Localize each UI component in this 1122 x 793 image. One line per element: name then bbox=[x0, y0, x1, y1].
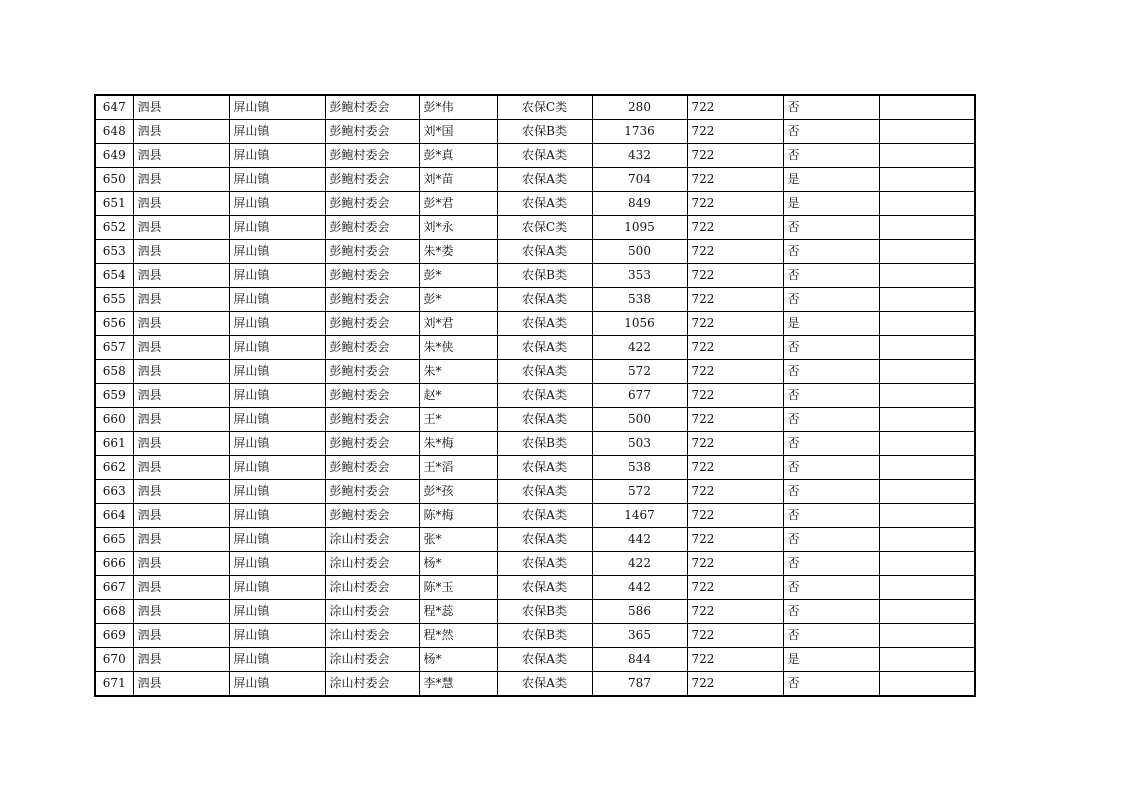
cell-amount: 572 bbox=[592, 360, 687, 384]
cell-remark bbox=[879, 95, 975, 120]
cell-county: 泗县 bbox=[133, 624, 229, 648]
table-row bbox=[95, 600, 975, 624]
cell-name: 刘*君 bbox=[419, 312, 497, 336]
cell-row-number: 653 bbox=[95, 240, 133, 264]
cell-name: 朱*侠 bbox=[419, 336, 497, 360]
cell-flag: 否 bbox=[783, 384, 879, 408]
cell-village: 涂山村委会 bbox=[325, 624, 419, 648]
cell-flag: 是 bbox=[783, 312, 879, 336]
cell-village: 彭鲍村委会 bbox=[325, 240, 419, 264]
table-row bbox=[95, 432, 975, 456]
data-table bbox=[94, 94, 976, 697]
cell-amount: 538 bbox=[592, 288, 687, 312]
cell-standard: 722 bbox=[687, 480, 783, 504]
cell-village: 彭鲍村委会 bbox=[325, 480, 419, 504]
table-row bbox=[95, 192, 975, 216]
cell-name: 王* bbox=[419, 408, 497, 432]
cell-insurance-type: 农保A类 bbox=[497, 576, 592, 600]
cell-remark bbox=[879, 480, 975, 504]
cell-amount: 586 bbox=[592, 600, 687, 624]
cell-name: 朱*娄 bbox=[419, 240, 497, 264]
cell-flag: 否 bbox=[783, 480, 879, 504]
cell-amount: 500 bbox=[592, 240, 687, 264]
cell-town: 屏山镇 bbox=[229, 95, 325, 120]
cell-standard: 722 bbox=[687, 312, 783, 336]
cell-town: 屏山镇 bbox=[229, 144, 325, 168]
cell-town: 屏山镇 bbox=[229, 480, 325, 504]
cell-town: 屏山镇 bbox=[229, 576, 325, 600]
cell-row-number: 660 bbox=[95, 408, 133, 432]
cell-remark bbox=[879, 144, 975, 168]
cell-county: 泗县 bbox=[133, 192, 229, 216]
cell-standard: 722 bbox=[687, 432, 783, 456]
cell-village: 彭鲍村委会 bbox=[325, 95, 419, 120]
cell-remark bbox=[879, 456, 975, 480]
cell-insurance-type: 农保A类 bbox=[497, 552, 592, 576]
table-body bbox=[95, 95, 975, 696]
cell-name: 程*然 bbox=[419, 624, 497, 648]
cell-village: 涂山村委会 bbox=[325, 552, 419, 576]
cell-row-number: 652 bbox=[95, 216, 133, 240]
cell-flag: 否 bbox=[783, 240, 879, 264]
table-row bbox=[95, 360, 975, 384]
cell-row-number: 658 bbox=[95, 360, 133, 384]
cell-insurance-type: 农保A类 bbox=[497, 408, 592, 432]
cell-amount: 787 bbox=[592, 672, 687, 697]
cell-standard: 722 bbox=[687, 456, 783, 480]
cell-name: 彭*君 bbox=[419, 192, 497, 216]
cell-amount: 442 bbox=[592, 528, 687, 552]
cell-amount: 844 bbox=[592, 648, 687, 672]
cell-county: 泗县 bbox=[133, 408, 229, 432]
cell-insurance-type: 农保A类 bbox=[497, 240, 592, 264]
cell-row-number: 668 bbox=[95, 600, 133, 624]
cell-standard: 722 bbox=[687, 648, 783, 672]
cell-flag: 否 bbox=[783, 288, 879, 312]
cell-flag: 否 bbox=[783, 408, 879, 432]
cell-village: 涂山村委会 bbox=[325, 576, 419, 600]
cell-county: 泗县 bbox=[133, 384, 229, 408]
cell-village: 彭鲍村委会 bbox=[325, 144, 419, 168]
cell-county: 泗县 bbox=[133, 144, 229, 168]
cell-flag: 否 bbox=[783, 552, 879, 576]
cell-town: 屏山镇 bbox=[229, 120, 325, 144]
cell-flag: 否 bbox=[783, 216, 879, 240]
cell-standard: 722 bbox=[687, 288, 783, 312]
cell-insurance-type: 农保B类 bbox=[497, 600, 592, 624]
cell-name: 李*慧 bbox=[419, 672, 497, 697]
cell-name: 陈*梅 bbox=[419, 504, 497, 528]
cell-village: 彭鲍村委会 bbox=[325, 360, 419, 384]
cell-name: 杨* bbox=[419, 552, 497, 576]
cell-county: 泗县 bbox=[133, 288, 229, 312]
cell-village: 彭鲍村委会 bbox=[325, 216, 419, 240]
cell-standard: 722 bbox=[687, 336, 783, 360]
cell-standard: 722 bbox=[687, 192, 783, 216]
cell-row-number: 650 bbox=[95, 168, 133, 192]
cell-standard: 722 bbox=[687, 528, 783, 552]
cell-county: 泗县 bbox=[133, 528, 229, 552]
cell-amount: 500 bbox=[592, 408, 687, 432]
cell-row-number: 665 bbox=[95, 528, 133, 552]
table-row bbox=[95, 95, 975, 120]
cell-standard: 722 bbox=[687, 600, 783, 624]
cell-insurance-type: 农保A类 bbox=[497, 144, 592, 168]
cell-insurance-type: 农保A类 bbox=[497, 312, 592, 336]
cell-remark bbox=[879, 360, 975, 384]
cell-row-number: 647 bbox=[95, 95, 133, 120]
cell-insurance-type: 农保A类 bbox=[497, 192, 592, 216]
cell-remark bbox=[879, 312, 975, 336]
cell-row-number: 667 bbox=[95, 576, 133, 600]
cell-town: 屏山镇 bbox=[229, 408, 325, 432]
cell-remark bbox=[879, 240, 975, 264]
cell-town: 屏山镇 bbox=[229, 432, 325, 456]
cell-standard: 722 bbox=[687, 384, 783, 408]
cell-flag: 否 bbox=[783, 336, 879, 360]
cell-county: 泗县 bbox=[133, 552, 229, 576]
cell-remark bbox=[879, 432, 975, 456]
cell-town: 屏山镇 bbox=[229, 552, 325, 576]
cell-standard: 722 bbox=[687, 120, 783, 144]
cell-amount: 1467 bbox=[592, 504, 687, 528]
cell-row-number: 654 bbox=[95, 264, 133, 288]
cell-standard: 722 bbox=[687, 240, 783, 264]
cell-village: 涂山村委会 bbox=[325, 528, 419, 552]
cell-amount: 704 bbox=[592, 168, 687, 192]
cell-name: 朱*梅 bbox=[419, 432, 497, 456]
table-row bbox=[95, 528, 975, 552]
table-row bbox=[95, 624, 975, 648]
cell-name: 刘*苗 bbox=[419, 168, 497, 192]
cell-village: 彭鲍村委会 bbox=[325, 432, 419, 456]
cell-remark bbox=[879, 336, 975, 360]
cell-amount: 432 bbox=[592, 144, 687, 168]
cell-town: 屏山镇 bbox=[229, 312, 325, 336]
cell-town: 屏山镇 bbox=[229, 648, 325, 672]
cell-town: 屏山镇 bbox=[229, 168, 325, 192]
cell-remark bbox=[879, 120, 975, 144]
cell-flag: 否 bbox=[783, 144, 879, 168]
cell-county: 泗县 bbox=[133, 120, 229, 144]
cell-town: 屏山镇 bbox=[229, 288, 325, 312]
cell-insurance-type: 农保A类 bbox=[497, 672, 592, 697]
table-row bbox=[95, 480, 975, 504]
cell-town: 屏山镇 bbox=[229, 192, 325, 216]
cell-town: 屏山镇 bbox=[229, 240, 325, 264]
cell-amount: 849 bbox=[592, 192, 687, 216]
cell-name: 杨* bbox=[419, 648, 497, 672]
table-row bbox=[95, 504, 975, 528]
cell-insurance-type: 农保A类 bbox=[497, 648, 592, 672]
cell-county: 泗县 bbox=[133, 576, 229, 600]
cell-row-number: 657 bbox=[95, 336, 133, 360]
cell-name: 王*滔 bbox=[419, 456, 497, 480]
cell-remark bbox=[879, 648, 975, 672]
cell-county: 泗县 bbox=[133, 600, 229, 624]
cell-standard: 722 bbox=[687, 408, 783, 432]
table-row bbox=[95, 576, 975, 600]
cell-village: 涂山村委会 bbox=[325, 600, 419, 624]
cell-flag: 否 bbox=[783, 528, 879, 552]
cell-name: 彭* bbox=[419, 264, 497, 288]
cell-village: 彭鲍村委会 bbox=[325, 192, 419, 216]
cell-insurance-type: 农保A类 bbox=[497, 288, 592, 312]
cell-standard: 722 bbox=[687, 168, 783, 192]
cell-name: 刘*国 bbox=[419, 120, 497, 144]
cell-flag: 否 bbox=[783, 600, 879, 624]
cell-remark bbox=[879, 288, 975, 312]
cell-flag: 是 bbox=[783, 192, 879, 216]
table-row bbox=[95, 240, 975, 264]
cell-insurance-type: 农保A类 bbox=[497, 504, 592, 528]
cell-insurance-type: 农保A类 bbox=[497, 360, 592, 384]
cell-town: 屏山镇 bbox=[229, 528, 325, 552]
cell-town: 屏山镇 bbox=[229, 600, 325, 624]
cell-remark bbox=[879, 552, 975, 576]
cell-flag: 否 bbox=[783, 624, 879, 648]
cell-amount: 1095 bbox=[592, 216, 687, 240]
cell-standard: 722 bbox=[687, 144, 783, 168]
cell-village: 彭鲍村委会 bbox=[325, 408, 419, 432]
table-row bbox=[95, 408, 975, 432]
cell-amount: 677 bbox=[592, 384, 687, 408]
cell-row-number: 656 bbox=[95, 312, 133, 336]
cell-name: 彭* bbox=[419, 288, 497, 312]
cell-remark bbox=[879, 600, 975, 624]
table-row bbox=[95, 384, 975, 408]
cell-name: 彭*真 bbox=[419, 144, 497, 168]
cell-remark bbox=[879, 504, 975, 528]
cell-insurance-type: 农保C类 bbox=[497, 216, 592, 240]
cell-row-number: 648 bbox=[95, 120, 133, 144]
cell-remark bbox=[879, 624, 975, 648]
cell-remark bbox=[879, 216, 975, 240]
cell-town: 屏山镇 bbox=[229, 504, 325, 528]
cell-flag: 是 bbox=[783, 648, 879, 672]
cell-village: 彭鲍村委会 bbox=[325, 384, 419, 408]
cell-standard: 722 bbox=[687, 360, 783, 384]
cell-standard: 722 bbox=[687, 672, 783, 697]
table-row bbox=[95, 264, 975, 288]
cell-insurance-type: 农保A类 bbox=[497, 168, 592, 192]
cell-flag: 否 bbox=[783, 432, 879, 456]
table-row bbox=[95, 672, 975, 697]
table-row bbox=[95, 168, 975, 192]
cell-row-number: 664 bbox=[95, 504, 133, 528]
cell-row-number: 659 bbox=[95, 384, 133, 408]
cell-flag: 否 bbox=[783, 456, 879, 480]
cell-amount: 503 bbox=[592, 432, 687, 456]
cell-remark bbox=[879, 528, 975, 552]
cell-name: 张* bbox=[419, 528, 497, 552]
table-row bbox=[95, 120, 975, 144]
cell-standard: 722 bbox=[687, 504, 783, 528]
cell-county: 泗县 bbox=[133, 168, 229, 192]
table-row bbox=[95, 144, 975, 168]
cell-row-number: 661 bbox=[95, 432, 133, 456]
cell-row-number: 649 bbox=[95, 144, 133, 168]
cell-insurance-type: 农保A类 bbox=[497, 480, 592, 504]
cell-row-number: 662 bbox=[95, 456, 133, 480]
cell-flag: 否 bbox=[783, 95, 879, 120]
cell-village: 彭鲍村委会 bbox=[325, 456, 419, 480]
cell-row-number: 671 bbox=[95, 672, 133, 697]
cell-name: 程*蕊 bbox=[419, 600, 497, 624]
cell-village: 涂山村委会 bbox=[325, 672, 419, 697]
cell-county: 泗县 bbox=[133, 312, 229, 336]
cell-town: 屏山镇 bbox=[229, 456, 325, 480]
cell-remark bbox=[879, 192, 975, 216]
cell-county: 泗县 bbox=[133, 360, 229, 384]
cell-village: 涂山村委会 bbox=[325, 648, 419, 672]
table-row bbox=[95, 216, 975, 240]
cell-row-number: 666 bbox=[95, 552, 133, 576]
cell-town: 屏山镇 bbox=[229, 384, 325, 408]
cell-town: 屏山镇 bbox=[229, 672, 325, 697]
cell-row-number: 651 bbox=[95, 192, 133, 216]
cell-insurance-type: 农保A类 bbox=[497, 456, 592, 480]
cell-row-number: 670 bbox=[95, 648, 133, 672]
cell-insurance-type: 农保B类 bbox=[497, 624, 592, 648]
cell-standard: 722 bbox=[687, 95, 783, 120]
cell-town: 屏山镇 bbox=[229, 336, 325, 360]
cell-flag: 否 bbox=[783, 120, 879, 144]
cell-county: 泗县 bbox=[133, 95, 229, 120]
table-row bbox=[95, 552, 975, 576]
cell-amount: 365 bbox=[592, 624, 687, 648]
cell-amount: 422 bbox=[592, 336, 687, 360]
cell-county: 泗县 bbox=[133, 240, 229, 264]
cell-insurance-type: 农保A类 bbox=[497, 336, 592, 360]
cell-county: 泗县 bbox=[133, 432, 229, 456]
cell-name: 彭*孩 bbox=[419, 480, 497, 504]
cell-row-number: 663 bbox=[95, 480, 133, 504]
cell-insurance-type: 农保B类 bbox=[497, 432, 592, 456]
cell-amount: 280 bbox=[592, 95, 687, 120]
cell-insurance-type: 农保A类 bbox=[497, 528, 592, 552]
cell-county: 泗县 bbox=[133, 504, 229, 528]
table-row bbox=[95, 456, 975, 480]
cell-amount: 572 bbox=[592, 480, 687, 504]
cell-village: 彭鲍村委会 bbox=[325, 288, 419, 312]
cell-county: 泗县 bbox=[133, 264, 229, 288]
cell-remark bbox=[879, 384, 975, 408]
cell-name: 赵* bbox=[419, 384, 497, 408]
cell-name: 陈*玉 bbox=[419, 576, 497, 600]
cell-insurance-type: 农保C类 bbox=[497, 95, 592, 120]
cell-town: 屏山镇 bbox=[229, 360, 325, 384]
cell-flag: 否 bbox=[783, 264, 879, 288]
cell-county: 泗县 bbox=[133, 480, 229, 504]
cell-remark bbox=[879, 672, 975, 697]
cell-row-number: 655 bbox=[95, 288, 133, 312]
cell-standard: 722 bbox=[687, 576, 783, 600]
cell-amount: 353 bbox=[592, 264, 687, 288]
cell-flag: 否 bbox=[783, 576, 879, 600]
cell-county: 泗县 bbox=[133, 336, 229, 360]
table-row bbox=[95, 288, 975, 312]
cell-remark bbox=[879, 408, 975, 432]
cell-remark bbox=[879, 168, 975, 192]
cell-remark bbox=[879, 576, 975, 600]
cell-name: 朱* bbox=[419, 360, 497, 384]
cell-county: 泗县 bbox=[133, 672, 229, 697]
cell-standard: 722 bbox=[687, 624, 783, 648]
cell-town: 屏山镇 bbox=[229, 624, 325, 648]
table-row bbox=[95, 648, 975, 672]
cell-town: 屏山镇 bbox=[229, 264, 325, 288]
cell-flag: 否 bbox=[783, 360, 879, 384]
cell-standard: 722 bbox=[687, 264, 783, 288]
cell-amount: 1736 bbox=[592, 120, 687, 144]
cell-insurance-type: 农保B类 bbox=[497, 264, 592, 288]
cell-insurance-type: 农保B类 bbox=[497, 120, 592, 144]
cell-amount: 1056 bbox=[592, 312, 687, 336]
cell-amount: 442 bbox=[592, 576, 687, 600]
table-row bbox=[95, 336, 975, 360]
cell-row-number: 669 bbox=[95, 624, 133, 648]
cell-county: 泗县 bbox=[133, 216, 229, 240]
cell-standard: 722 bbox=[687, 552, 783, 576]
cell-town: 屏山镇 bbox=[229, 216, 325, 240]
cell-village: 彭鲍村委会 bbox=[325, 312, 419, 336]
cell-flag: 否 bbox=[783, 672, 879, 697]
cell-village: 彭鲍村委会 bbox=[325, 264, 419, 288]
cell-amount: 422 bbox=[592, 552, 687, 576]
cell-amount: 538 bbox=[592, 456, 687, 480]
cell-village: 彭鲍村委会 bbox=[325, 504, 419, 528]
cell-name: 刘*永 bbox=[419, 216, 497, 240]
cell-county: 泗县 bbox=[133, 456, 229, 480]
cell-village: 彭鲍村委会 bbox=[325, 120, 419, 144]
cell-village: 彭鲍村委会 bbox=[325, 168, 419, 192]
cell-standard: 722 bbox=[687, 216, 783, 240]
cell-flag: 否 bbox=[783, 504, 879, 528]
cell-insurance-type: 农保A类 bbox=[497, 384, 592, 408]
cell-remark bbox=[879, 264, 975, 288]
table-row bbox=[95, 312, 975, 336]
cell-village: 彭鲍村委会 bbox=[325, 336, 419, 360]
cell-county: 泗县 bbox=[133, 648, 229, 672]
cell-flag: 是 bbox=[783, 168, 879, 192]
cell-name: 彭*伟 bbox=[419, 95, 497, 120]
